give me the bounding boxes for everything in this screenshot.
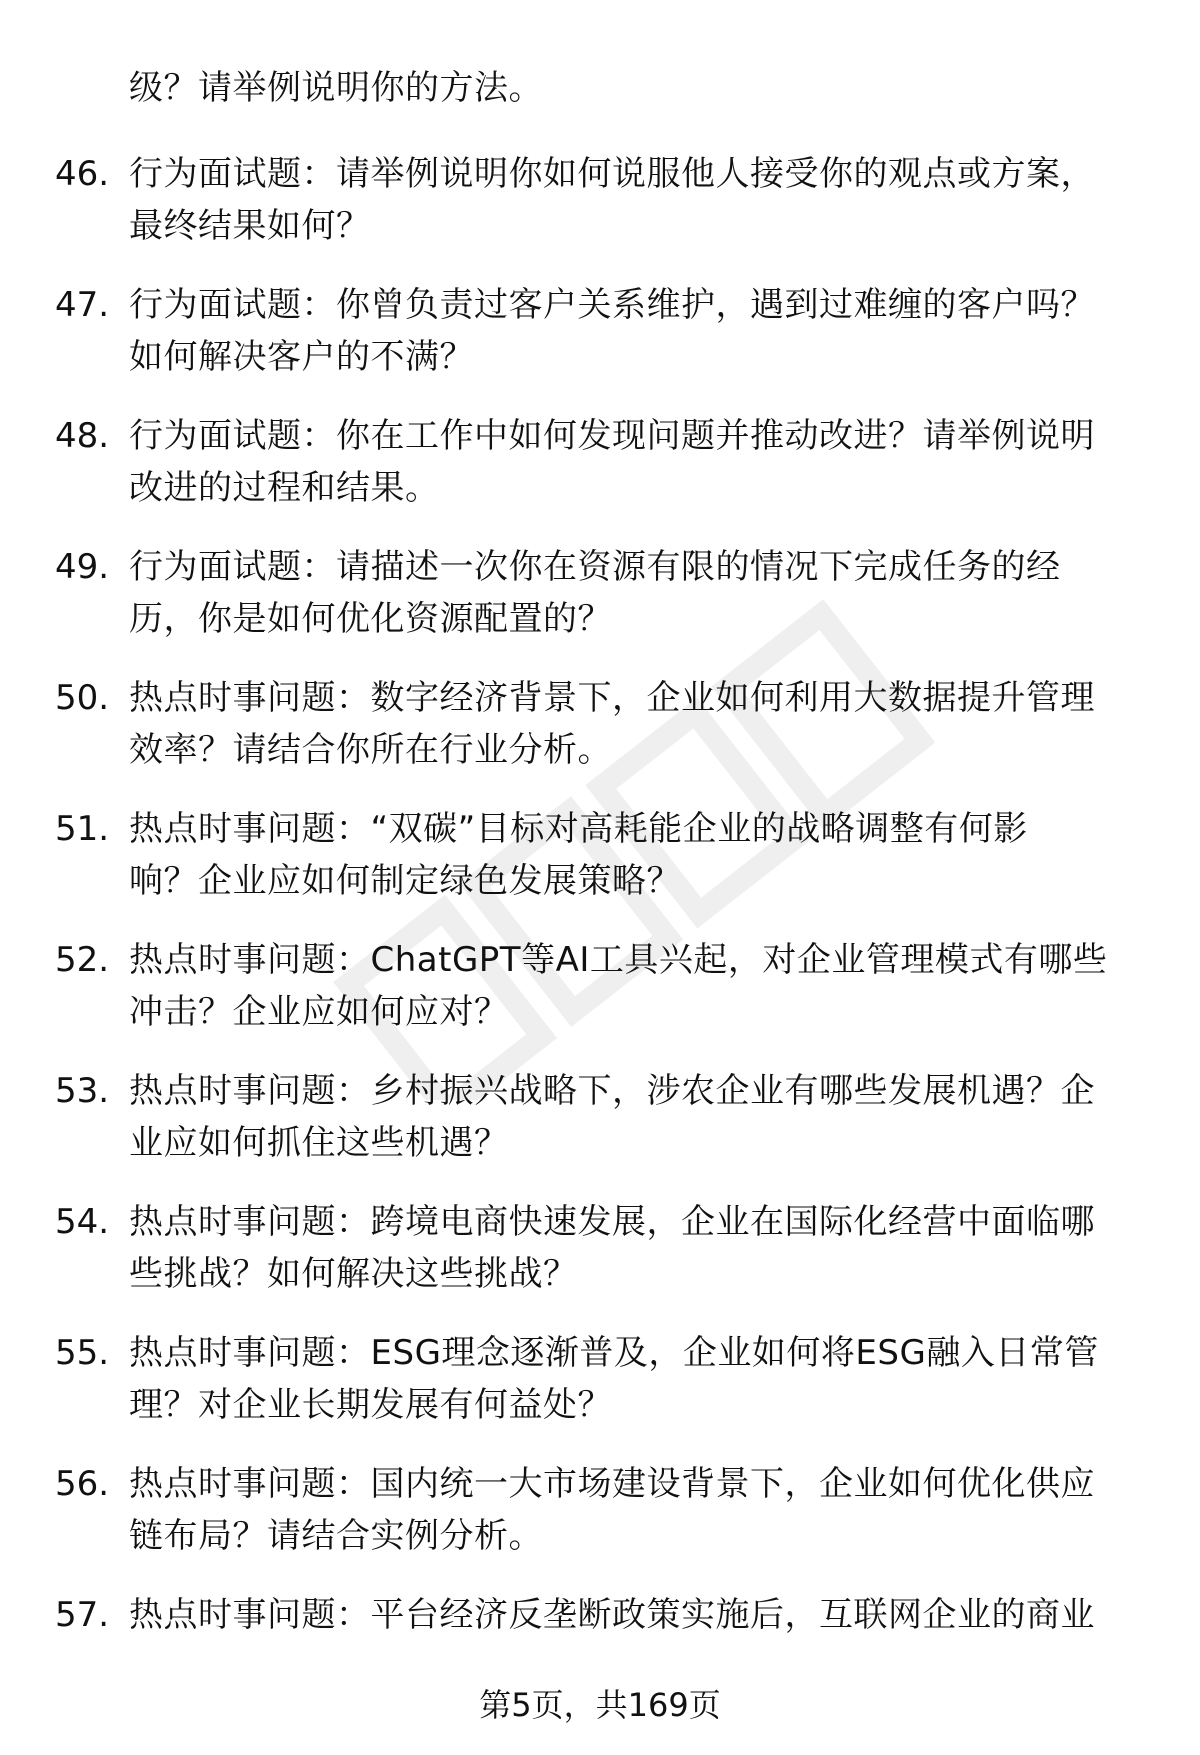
item-line: 热点时事问题：“双碳”目标对高耗能企业的战略调整有何影 [129, 809, 1028, 849]
item-text [129, 803, 1139, 907]
list-item [0, 148, 1200, 279]
continued-text: 级？请举例说明你的方法。 [129, 68, 543, 108]
list-item [0, 1327, 1200, 1458]
item-number: 48. [55, 416, 110, 456]
item-text [129, 410, 1139, 514]
item-line: 业应如何抓住这些机遇？ [129, 1123, 509, 1163]
item-number: 49. [55, 547, 110, 587]
item-text [129, 1196, 1139, 1300]
item-text [129, 541, 1139, 645]
item-text [129, 1589, 1139, 1641]
item-line: 冲击？企业应如何应对？ [129, 992, 509, 1032]
list-item [0, 1196, 1200, 1327]
item-line: 热点时事问题：乡村振兴战略下，涉农企业有哪些发展机遇？企 [129, 1071, 1095, 1111]
item-line: 热点时事问题：平台经济反垄断政策实施后，互联网企业的商业 [129, 1595, 1095, 1635]
item-line: 改进的过程和结果。 [129, 468, 440, 508]
item-text [129, 1327, 1139, 1431]
item-number: 47. [55, 285, 110, 325]
item-number: 55. [55, 1333, 110, 1373]
item-number: 52. [55, 940, 110, 980]
item-line: 响？企业应如何制定绿色发展策略？ [129, 861, 681, 901]
item-number: 51. [55, 809, 110, 849]
item-line: 热点时事问题：数字经济背景下，企业如何利用大数据提升管理 [129, 678, 1095, 718]
item-line: 最终结果如何？ [129, 206, 371, 246]
list-item [0, 934, 1200, 1065]
list-item [0, 1458, 1200, 1589]
item-line: 行为面试题：你曾负责过客户关系维护，遇到过难缠的客户吗？ [129, 285, 1095, 325]
list-item [0, 279, 1200, 410]
item-text [129, 934, 1139, 1038]
page-footer: 第5页，共169页 [479, 1686, 721, 1724]
item-line: 热点时事问题：跨境电商快速发展，企业在国际化经营中面临哪 [129, 1202, 1095, 1242]
item-number: 57. [55, 1595, 110, 1635]
item-line: 热点时事问题：ChatGPT等AI工具兴起，对企业管理模式有哪些 [129, 940, 1108, 980]
item-text [129, 1458, 1139, 1562]
item-number: 50. [55, 678, 110, 718]
item-number: 54. [55, 1202, 110, 1242]
item-text [129, 1065, 1139, 1169]
item-text [129, 672, 1139, 776]
item-text [129, 279, 1139, 383]
item-number: 56. [55, 1464, 110, 1504]
item-line: 历，你是如何优化资源配置的？ [129, 599, 612, 639]
item-line: 些挑战？如何解决这些挑战？ [129, 1254, 578, 1294]
list-item [0, 1065, 1200, 1196]
question-list [0, 148, 1200, 1720]
item-line: 效率？请结合你所在行业分析。 [129, 730, 612, 770]
item-line: 如何解决客户的不满？ [129, 337, 474, 377]
item-line: 热点时事问题：国内统一大市场建设背景下，企业如何优化供应 [129, 1464, 1095, 1504]
list-item [0, 803, 1200, 934]
item-line: 热点时事问题：ESG理念逐渐普及，企业如何将ESG融入日常管 [129, 1333, 1099, 1373]
item-line: 理？对企业长期发展有何益处？ [129, 1385, 612, 1425]
item-line: 行为面试题：请描述一次你在资源有限的情况下完成任务的经 [129, 547, 1061, 587]
item-text [129, 148, 1139, 252]
item-number: 53. [55, 1071, 110, 1111]
item-line: 链布局？请结合实例分析。 [129, 1516, 543, 1556]
list-item [0, 410, 1200, 541]
list-item [0, 541, 1200, 672]
list-item [0, 672, 1200, 803]
item-line: 行为面试题：请举例说明你如何说服他人接受你的观点或方案， [129, 154, 1095, 194]
item-line: 行为面试题：你在工作中如何发现问题并推动改进？请举例说明 [129, 416, 1095, 456]
item-number: 46. [55, 154, 110, 194]
